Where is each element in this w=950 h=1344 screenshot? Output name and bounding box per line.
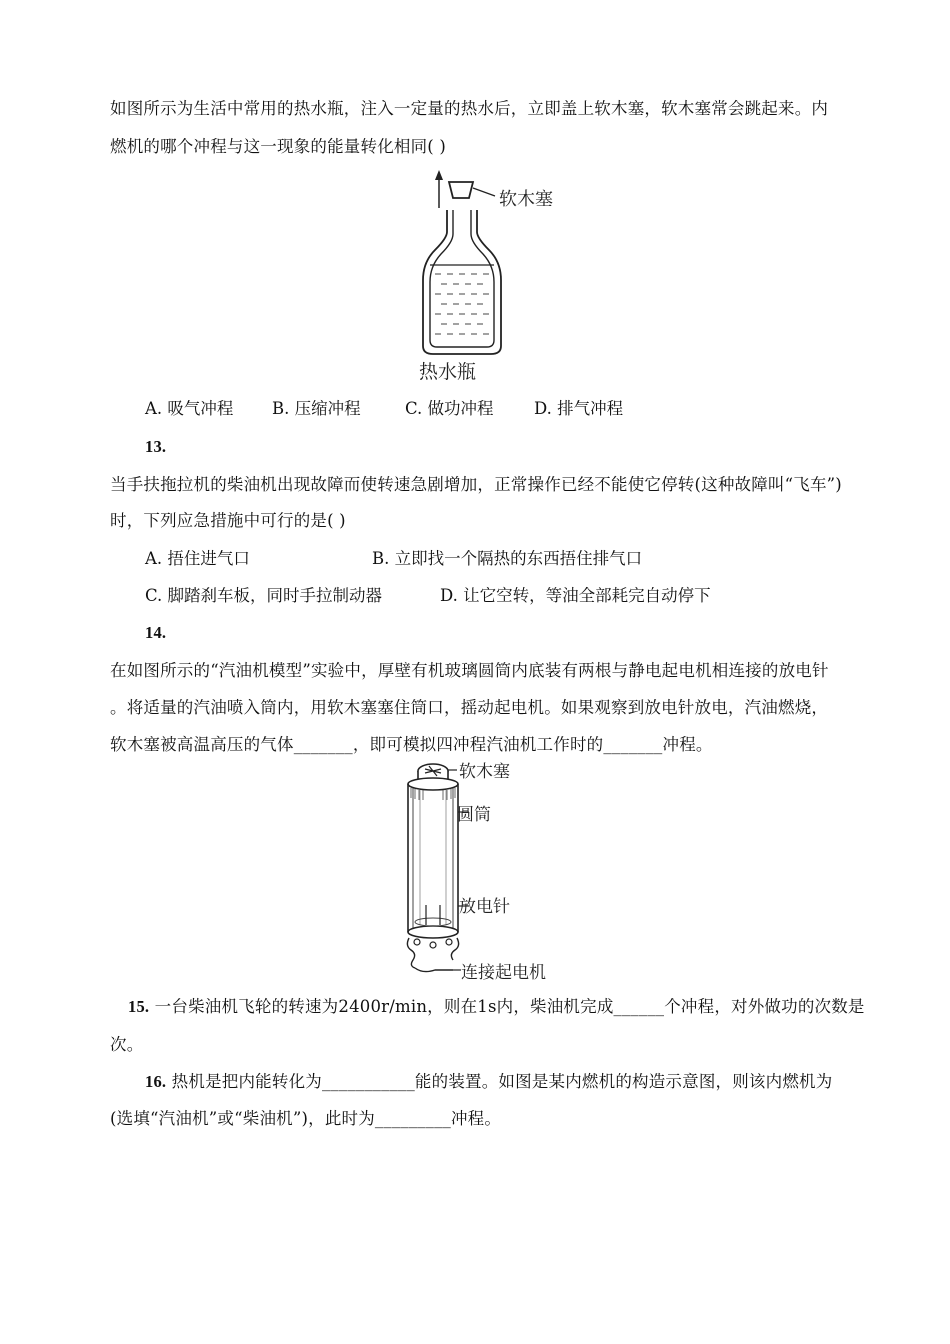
q14-number: 14. [145,623,167,642]
q13-option-a: A. 捂住进气口 [145,549,250,568]
q14-text-line3: 软木塞被高温高压的气体_______，即可模拟四冲程汽油机工作时的_______冲程。 [110,735,713,754]
q13-option-d: D. 让它空转，等油全部耗完自动停下 [440,586,711,605]
engine-needle-label: 放电针 [459,897,510,917]
q15-text-line2: 次。 [110,1035,144,1054]
q15-text-line1: 一台柴油机飞轮的转速为2400r/min，则在1s内，柴油机完成______个冲程，对外做功的次数是 [149,997,865,1016]
thermos-figure [405,168,585,388]
q12-option-b: B. 压缩冲程 [272,399,361,418]
thermos-label: 热水瓶 [419,361,477,383]
q15-line1 [128,996,865,1018]
q13-option-b: B. 立即找一个隔热的东西捂住排气口 [372,549,643,568]
q13-number: 13. [145,437,167,456]
q16-text-line1: 热机是把内能转化为___________能的装置。如图是某内燃机的构造示意图，则该内燃机为 [166,1072,833,1091]
q12-option-d: D. 排气冲程 [534,399,624,418]
q15-number: 15. [128,997,150,1016]
q14-text-line1: 在如图所示的“汽油机模型”实验中，厚壁有机玻璃圆筒内底装有两根与静电起电机相连接的放电针 [110,661,829,680]
q16-number: 16. [145,1072,167,1091]
q13-option-c: C. 脚踏刹车板，同时手拉制动器 [145,586,383,605]
q12-option-c: C. 做功冲程 [405,399,494,418]
engine-generator-label: 连接起电机 [461,963,546,983]
q12-text-line1: 如图所示为生活中常用的热水瓶，注入一定量的热水后，立即盖上软木塞，软木塞常会跳起来。内 [110,99,829,118]
q14-text-line2: 。将适量的汽油喷入筒内，用软木塞塞住筒口，摇动起电机。如果观察到放电针放电，汽油燃烧， [110,698,829,717]
engine-tube-label: 圆筒 [457,805,491,825]
q12-option-a: A. 吸气冲程 [145,399,234,418]
q13-text-line1: 当手扶拖拉机的柴油机出现故障而使转速急剧增加，正常操作已经不能使它停转(这种故障叫“飞车”) [110,475,842,494]
engine-model-figure [395,760,575,985]
engine-cork-label: 软木塞 [459,762,510,782]
cork-label: 软木塞 [499,189,553,210]
q12-text-line2: 燃机的哪个冲程与这一现象的能量转化相同( ) [110,137,447,156]
q16-line1 [145,1071,832,1093]
q13-text-line2: 时，下列应急措施中可行的是( ) [110,511,346,530]
q16-text-line2: (选填“汽油机”或“柴油机”)，此时为_________冲程。 [110,1109,502,1128]
